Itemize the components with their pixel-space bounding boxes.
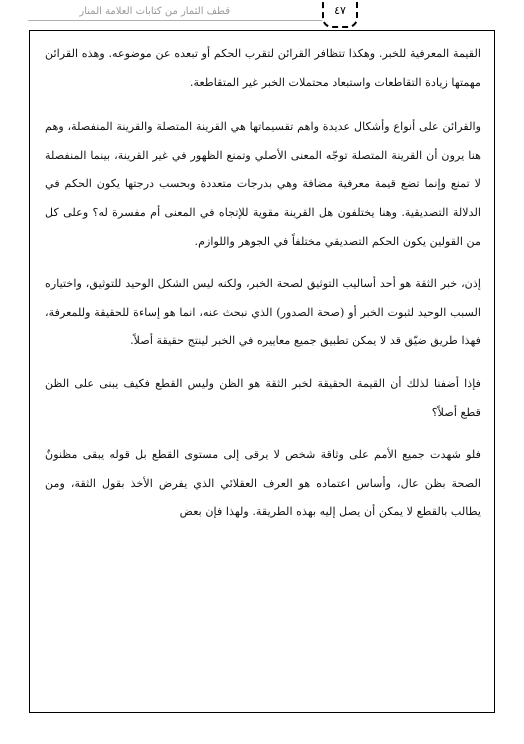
page-header [0, 0, 524, 24]
paragraph: والقرائن على أنواع وأشكال عديدة واهم تقسيماتها هي القرينة المتصلة والقرينة المنفصلة، وهم هنا يرون أن القرينة المتصلة توجّه المعنى الأصلي وتمنع الظهور في غير القرينة، بينما المنفصلة لا تمنع وإنما تضع قيمة معرفية مضافة وهي بدرجات متعددة وبحسب درجتها يكون الحكم في الدلالة التصديقية. وهنا يختلفون هل القرينة مقوية للإتجاه في المعنى أم مفسرة له؟ وعلى كل من القولين يكون الحكم التصديقي مختلفاً في الجوهر واللوازم. [45, 120, 481, 248]
running-header-title: قطف الثمار من كتابات العلامة المنار [79, 6, 230, 17]
page-body [45, 40, 481, 704]
page-number: ٤٧ [334, 4, 346, 17]
paragraph: إذن، خبر الثقة هو أحد أساليب التوثيق لصحة الخبر، ولكنه ليس الشكل الوحيد للتوثيق، واختياره السبب الوحيد لثبوت الخبر أو (صحة الصدور) الذي نبحث عنه، انما هو إساءة للحقيقة وللمعرفة، فهذا طريق ضيّق قد لا يمكن تطبيق جميع معاييره في الخبر لينتج حقيقة أصلاً. [45, 277, 481, 348]
header-rule [28, 20, 324, 21]
paragraph: فلو شهدت جميع الأمم على وثاقة شخص لا يرقى إلى مستوى القطع بل قوله يبقى مظنونٌ الصحة بظن عال، وأساس اعتماده هو العرف العقلائي الذي يفرض الأخذ بقول الثقة، ومن يطالب بالقطع لا يمكن أن يصل إليه بهذه الطريقة. ولهذا فإن بعض [45, 448, 481, 519]
paragraph: القيمة المعرفية للخبر. وهكذا تتظافر القرائن لتقرب الحكم أو تبعده عن موضوعه. وهذه القرائن مهمتها زيادة التقاطعات واستبعاد محتملات الخبر غير المتقاطعة. [45, 47, 481, 89]
page-number-frame [322, 0, 358, 28]
paragraph: فإذا أضفنا لذلك أن القيمة الحقيقة لخبر الثقة هو الظن وليس القطع فكيف يبنى على الظن قطع أصلاً؟ [45, 376, 481, 419]
